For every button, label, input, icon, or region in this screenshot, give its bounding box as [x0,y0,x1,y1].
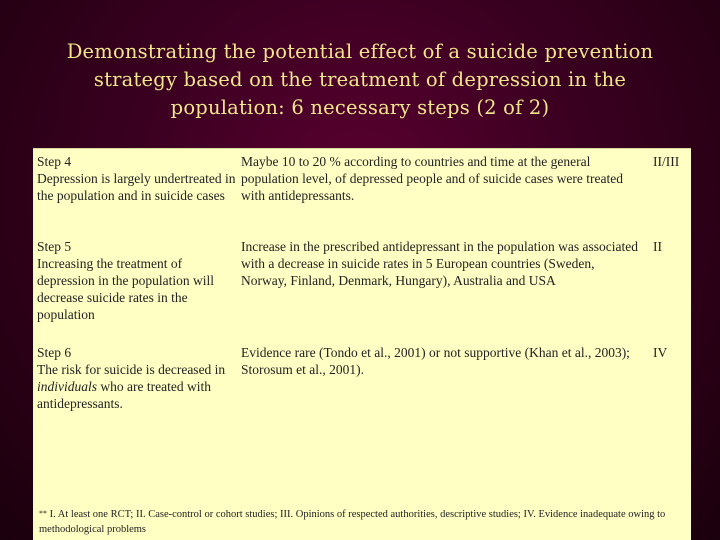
step-4-level: II/III [653,154,680,169]
evidence-level-footnote [33,486,691,540]
step-5-evidence: Increase in the prescribed antidepressant in the population was associated with a decrease in suicide rates in 5 European countries (Sweden, Norway, Finland, Denmark, Hungary), Australia and USA [241,239,638,288]
step-5-cell [37,238,237,323]
step-4-description: Depression is largely undertreated in the population and in suicide cases [37,171,236,203]
step-6-description [37,361,237,412]
step-6-description-pre: The risk for suicide is decreased in [37,362,226,377]
step-5-label: Step 5 [37,239,72,254]
step-6-label: Step 6 [37,345,72,360]
step-5-level: II [653,239,662,254]
footnote-marker: ** [39,509,47,518]
step-6-description-post: who are treated with antidepressants. [37,379,211,411]
step-4-label: Step 4 [37,154,72,169]
footnote-text: I. At least one RCT; II. Case-control or cohort studies; III. Opinions of respected authorities, descriptive studies; IV. Evidence inadequate owing to methodological problems [39,509,666,535]
step-4-cell [37,153,237,204]
step-4-evidence: Maybe 10 to 20 % according to countries and time at the general population level, of depressed people and of suicide cases were treated with antidepressants. [241,154,623,203]
step-6-level: IV [653,345,668,360]
evidence-table [33,148,691,489]
slide-title: Demonstrating the potential effect of a suicide prevention strategy based on the treatment of depression in the population: 6 necessary steps (2 of 2) [66,40,654,119]
step-6-evidence: Evidence rare (Tondo et al., 2001) or not supportive (Khan et al., 2003); Storosum et al., 2001). [241,345,630,377]
step-6-description-emphasis: individuals [37,379,97,394]
step-5-description: Increasing the treatment of depression in the population will decrease suicide rates in the population [37,256,214,322]
step-6-cell [37,344,237,412]
